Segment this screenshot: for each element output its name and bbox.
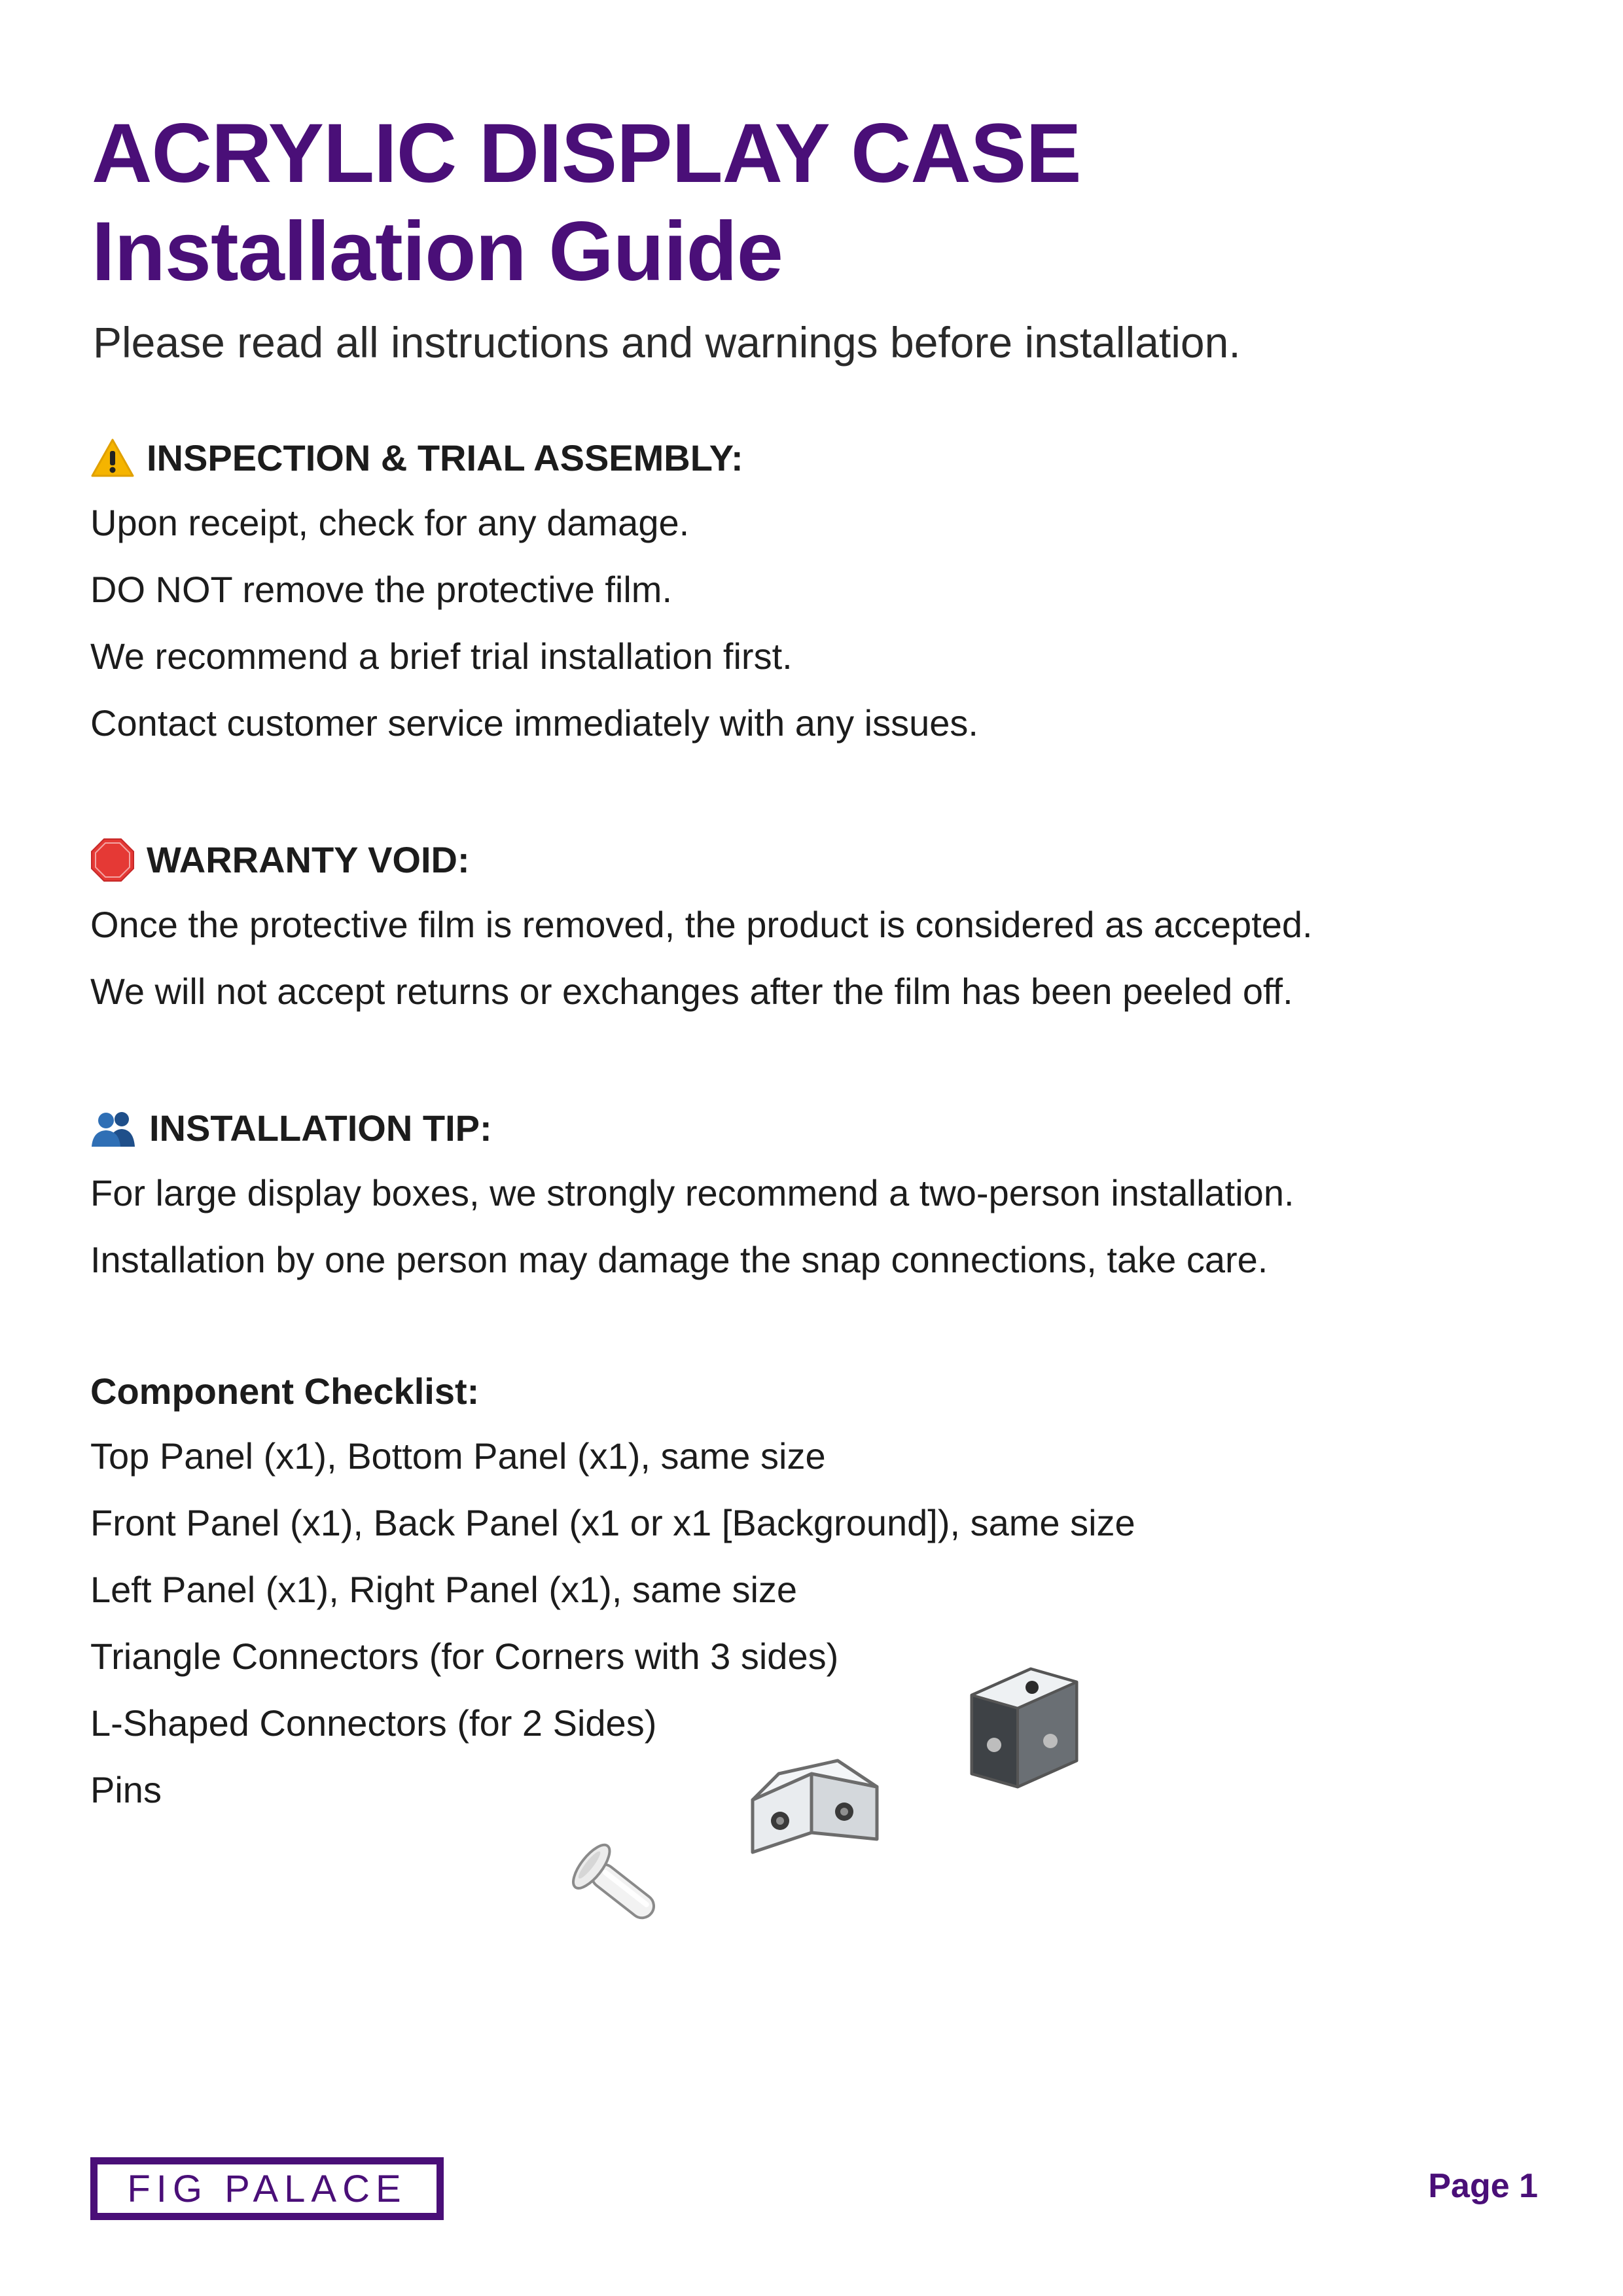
brand-name: FIG PALACE <box>127 2167 407 2210</box>
page-subtitle: Please read all instructions and warnings before installation. <box>93 318 1241 367</box>
tip-section <box>90 1097 1530 1293</box>
checklist-item: Front Panel (x1), Back Panel (x1 or x1 [Background]), same size <box>90 1502 1135 1543</box>
inspection-line: Upon receipt, check for any damage. <box>90 502 690 543</box>
inspection-heading <box>90 427 1530 490</box>
warranty-line: We will not accept returns or exchanges after the film has been peeled off. <box>90 971 1293 1012</box>
brand-logo <box>90 2157 444 2220</box>
warning-icon <box>90 438 135 478</box>
checklist-item: Pins <box>90 1769 162 1810</box>
pin-illustration <box>550 1826 668 1944</box>
title-line-1: ACRYLIC DISPLAY CASE <box>92 107 1081 200</box>
inspection-line: We recommend a brief trial installation first. <box>90 636 793 677</box>
l-connector-illustration <box>740 1748 890 1859</box>
warranty-line: Once the protective film is removed, the product is considered as accepted. <box>90 904 1313 945</box>
triangle-connector-illustration <box>959 1656 1090 1800</box>
tip-line: Installation by one person may damage the snap connections, take care. <box>90 1239 1268 1280</box>
tip-heading-text: INSTALLATION TIP: <box>149 1107 492 1149</box>
checklist-item: L-Shaped Connectors (for 2 Sides) <box>90 1702 657 1744</box>
checklist-item: Left Panel (x1), Right Panel (x1), same size <box>90 1569 798 1610</box>
warranty-heading-text: WARRANTY VOID: <box>147 839 470 880</box>
stop-sign-icon <box>90 838 135 882</box>
checklist-item: Triangle Connectors (for Corners with 3 sides) <box>90 1636 839 1677</box>
inspection-section <box>90 427 1530 757</box>
inspection-line: DO NOT remove the protective film. <box>90 569 672 610</box>
page-number: Page 1 <box>1428 2167 1538 2205</box>
page-title <box>92 105 1081 301</box>
two-people-icon <box>90 1109 137 1148</box>
inspection-heading-text: INSPECTION & TRIAL ASSEMBLY: <box>147 437 743 478</box>
warranty-heading <box>90 829 1530 891</box>
checklist-item: Top Panel (x1), Bottom Panel (x1), same size <box>90 1435 826 1477</box>
inspection-line: Contact customer service immediately with any issues. <box>90 702 978 744</box>
tip-heading <box>90 1097 1530 1160</box>
tip-line: For large display boxes, we strongly recommend a two-person installation. <box>90 1172 1294 1213</box>
warranty-section <box>90 829 1530 1025</box>
title-line-2: Installation Guide <box>92 205 783 298</box>
checklist-heading: Component Checklist: <box>90 1371 480 1412</box>
